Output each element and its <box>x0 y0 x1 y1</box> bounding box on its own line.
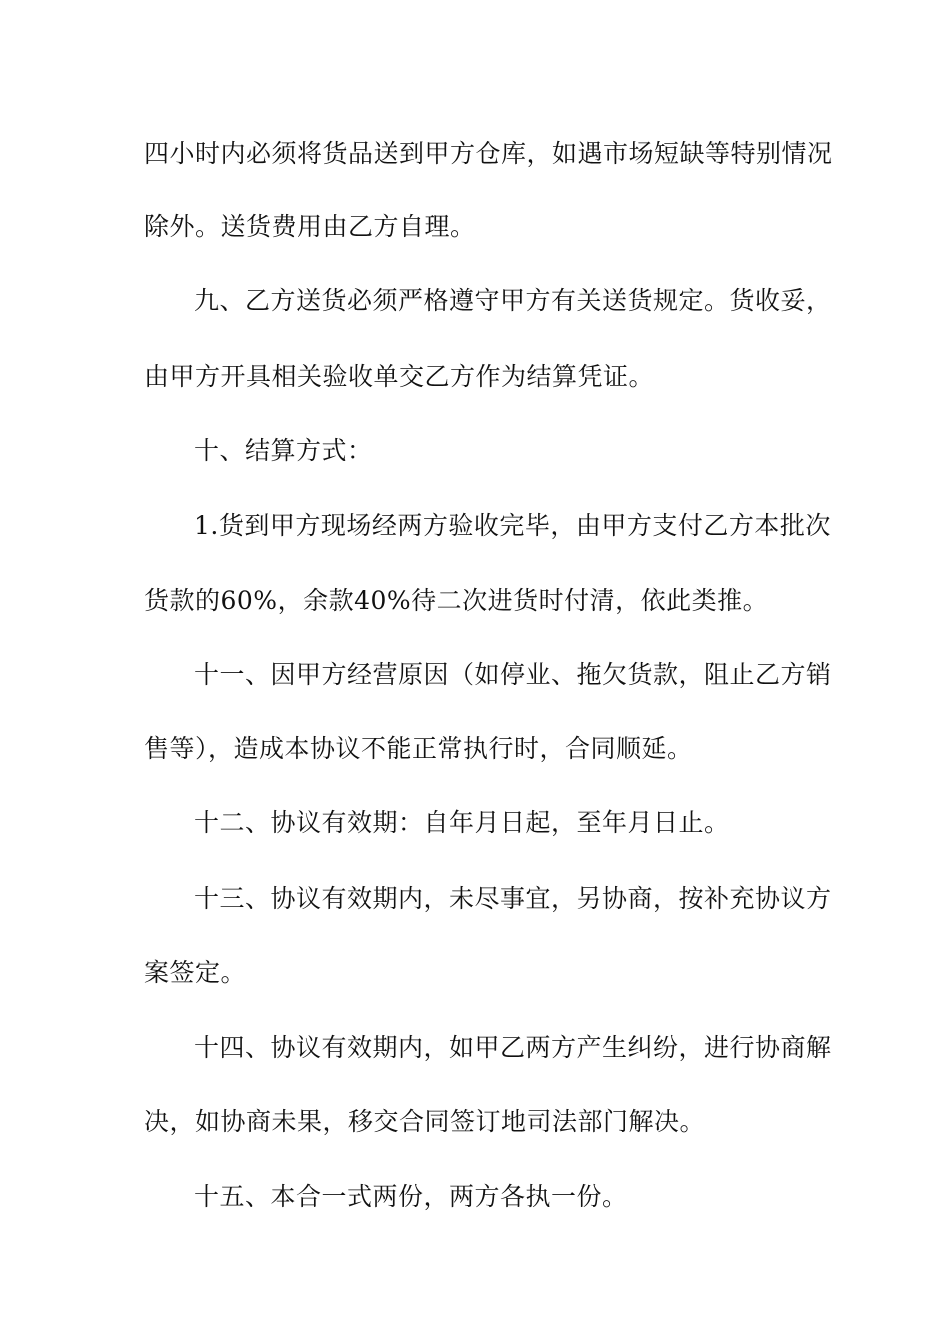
paragraph-10-1-start: 1.货到甲方现场经两方验收完毕，由甲方支付乙方本批次 <box>194 511 831 540</box>
text-line: 由甲方开具相关验收单交乙方作为结算凭证。 <box>144 362 655 391</box>
paragraph-12: 十二、协议有效期：自年月日起，至年月日止。 <box>194 808 730 837</box>
text-line: 售等），造成本协议不能正常执行时，合同顺延。 <box>144 734 693 763</box>
paragraph-15: 十五、本合一式两份，两方各执一份。 <box>194 1182 628 1211</box>
text-line: 货款的60%，余款40%待二次进货时付清，依此类推。 <box>144 586 769 615</box>
paragraph-13-start: 十三、协议有效期内，未尽事宜，另协商，按补充协议方 <box>194 884 832 913</box>
text-line: 案签定。 <box>144 958 247 987</box>
paragraph-9-start: 九、乙方送货必须严格遵守甲方有关送货规定。货收妥， <box>194 286 832 315</box>
paragraph-14-start: 十四、协议有效期内，如甲乙两方产生纠纷，进行协商解 <box>194 1033 832 1062</box>
text-line: 决，如协商未果，移交合同签订地司法部门解决。 <box>144 1107 706 1136</box>
section-10-heading: 十、结算方式： <box>194 436 373 465</box>
paragraph-11-start: 十一、因甲方经营原因（如停业、拖欠货款，阻止乙方销 <box>194 660 832 689</box>
text-line: 四小时内必须将货品送到甲方仓库，如遇市场短缺等特别情况 <box>144 139 833 168</box>
text-line: 除外。送货费用由乙方自理。 <box>144 212 476 241</box>
